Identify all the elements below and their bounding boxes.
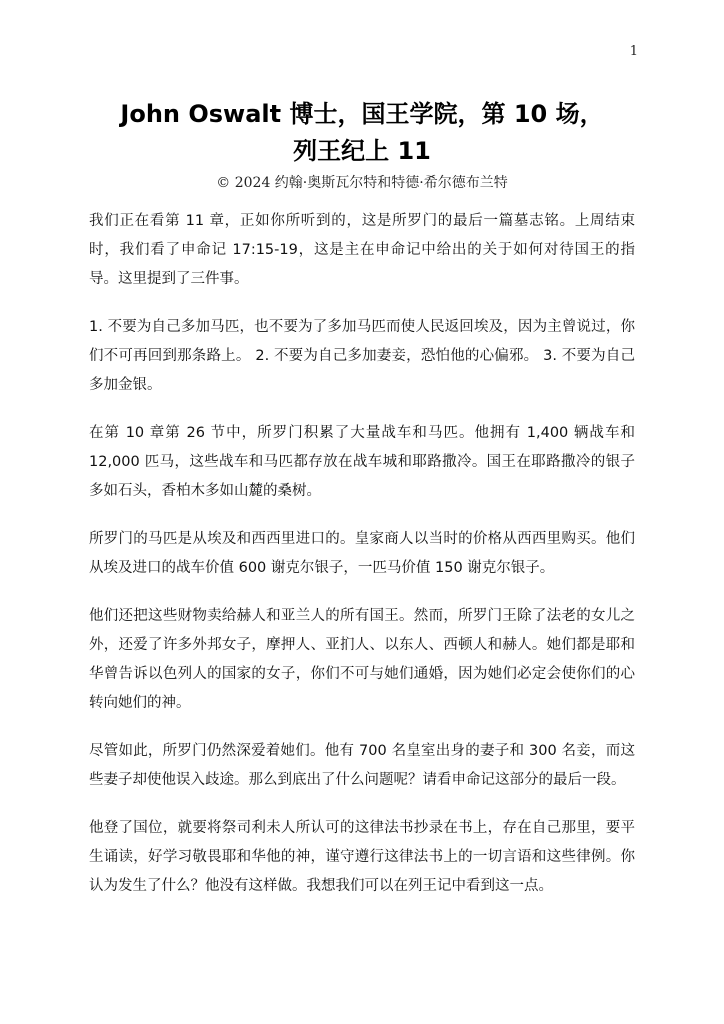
paragraph: 在第 10 章第 26 节中，所罗门积累了大量战车和马匹。他拥有 1,400 辆战车和 12,000 匹马，这些战车和马匹都存放在战车城和耶路撒冷。国王在耶路撒冷的银子多如石头，香柏木多如山麓的桑树。 — [89, 425, 635, 499]
paragraph: 1. 不要为自己多加马匹，也不要为了多加马匹而使人民返回埃及，因为主曾说过，你们不可再回到那条路上。 2. 不要为自己多加妻妾，恐怕他的心偏邪。 3. 不要为自己多加金银。 — [89, 319, 635, 393]
paragraph: 所罗门的马匹是从埃及和西西里进口的。皇家商人以当时的价格从西西里购买。他们从埃及进口的战车价值 600 谢克尔银子，一匹马价值 150 谢克尔银子。 — [89, 531, 635, 576]
title-block — [80, 96, 644, 194]
paragraph: 他登了国位，就要将祭司利未人所认可的这律法书抄录在书上，存在自己那里，要平生诵读，好学习敬畏耶和华他的神，谨守遵行这律法书上的一切言语和这些律例。你认为发生了什么？他没有这样做。我想我们可以在列王记中看到这一点。 — [89, 820, 635, 894]
document-body — [89, 207, 635, 920]
paragraph: 他们还把这些财物卖给赫人和亚兰人的所有国王。然而，所罗门王除了法老的女儿之外，还爱了许多外邦女子，摩押人、亚扪人、以东人、西顿人和赫人。她们都是耶和华曾告诉以色列人的国家的女子，你们不可与她们通婚，因为她们必定会使你们的心转向她们的神。 — [89, 608, 635, 711]
page-number: 1 — [629, 44, 638, 59]
paragraph: 尽管如此，所罗门仍然深爱着她们。他有 700 名皇室出身的妻子和 300 名妾，而这些妻子却使他误入歧途。那么到底出了什么问题呢？请看申命记这部分的最后一段。 — [89, 743, 635, 788]
document-title-line-1: John Oswalt 博士，国王学院，第 10 场， — [120, 100, 604, 128]
paragraph: 我们正在看第 11 章，正如你所听到的，这是所罗门的最后一篇墓志铭。上周结束时，我们看了申命记 17:15-19，这是主在申命记中给出的关于如何对待国王的指导。这里提到了三件事。 — [89, 213, 635, 287]
copyright-line: © 2024 约翰·奥斯瓦尔特和特德·希尔德布兰特 — [216, 175, 508, 191]
document-title-line-2: 列王纪上 11 — [293, 137, 431, 165]
